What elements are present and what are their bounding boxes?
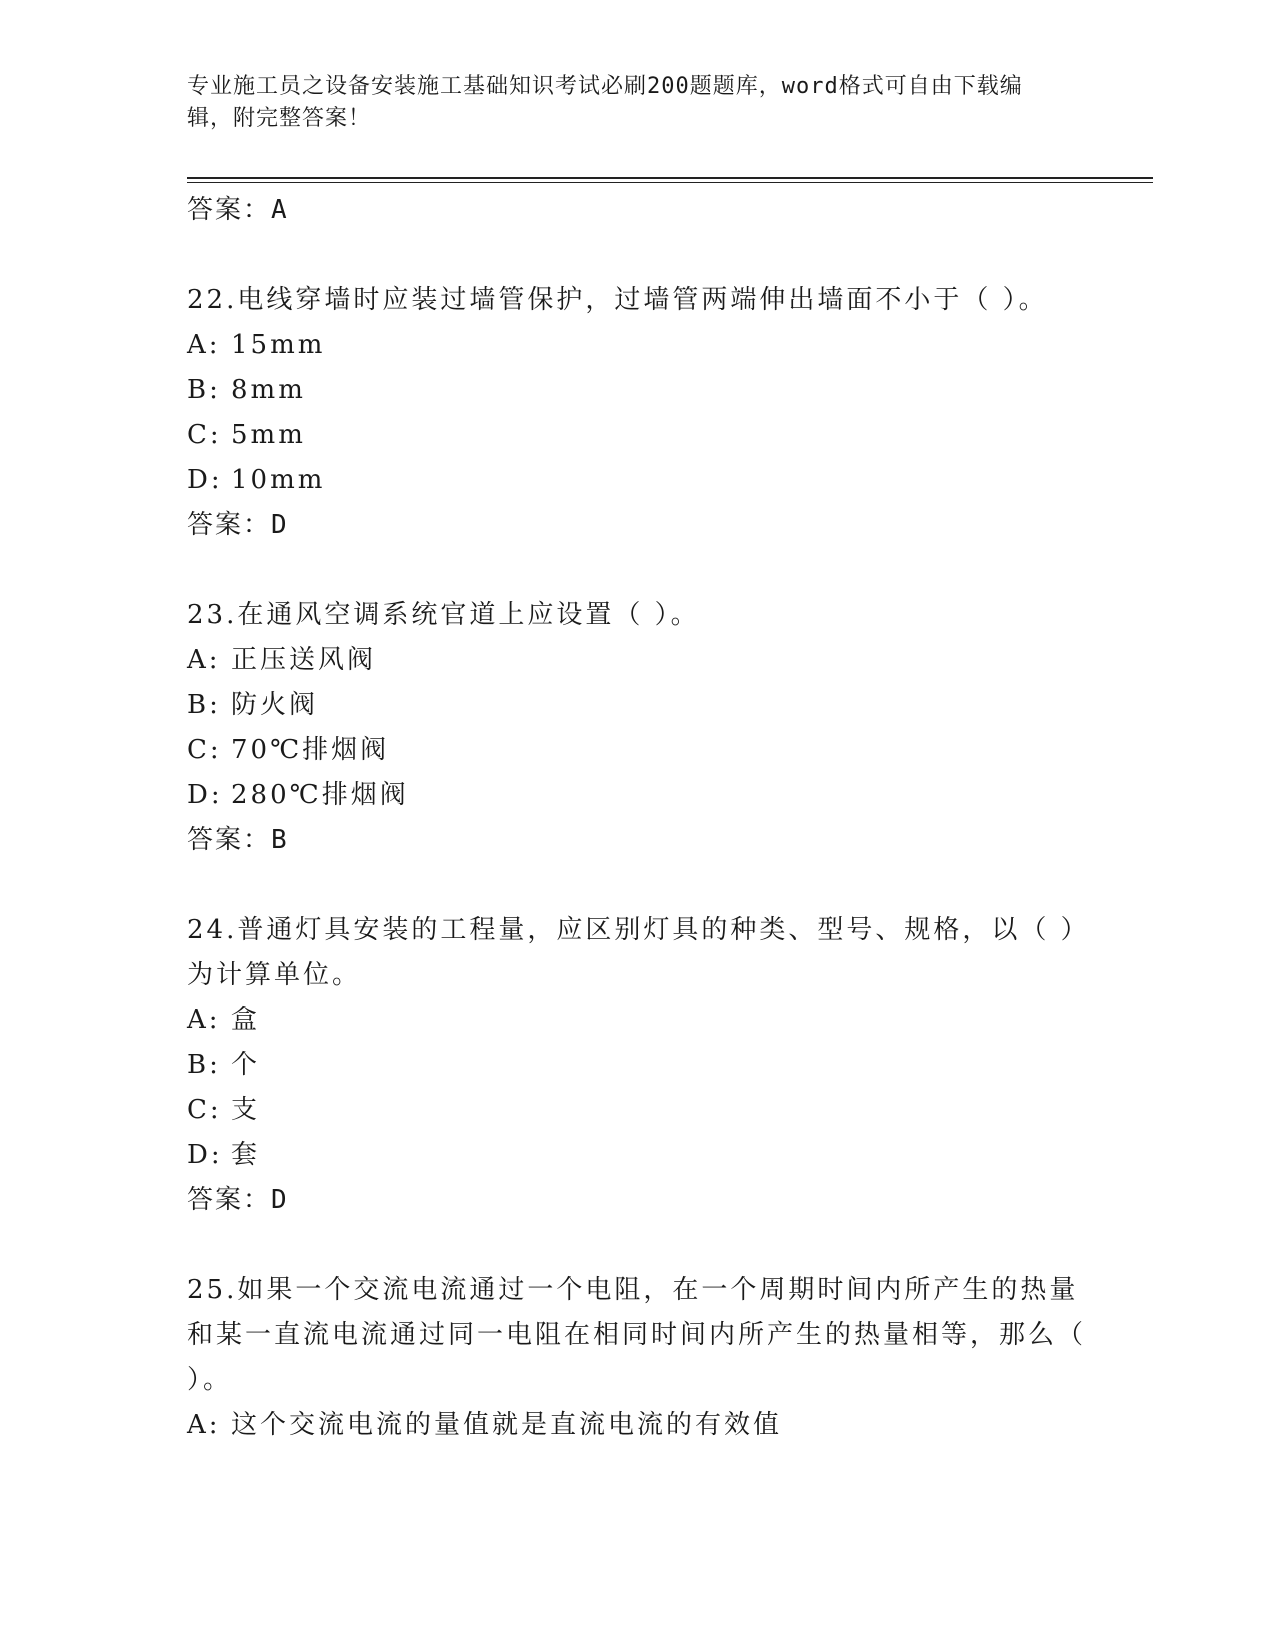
option-letter: C: [187, 735, 222, 765]
option-text: 防火阀 [231, 690, 319, 720]
option-letter: B: [187, 375, 221, 405]
answer-line [187, 503, 1087, 547]
question-text: 24.普通灯具安装的工程量，应区别灯具的种类、型号、规格，以（ ）为计算单位。 [187, 915, 1077, 990]
answer-value: D [271, 510, 289, 540]
question-text: 23.在通风空调系统官道上应设置（ ）。 [187, 600, 700, 630]
option-a [187, 998, 1087, 1043]
option-d [187, 458, 1087, 503]
option-text: 个 [231, 1050, 261, 1080]
option-d [187, 1133, 1087, 1178]
option-letter: C: [187, 1095, 222, 1125]
question-text: 25.如果一个交流电流通过一个电阻，在一个周期时间内所产生的热量和某一直流电流通过同一电阻在相同时间内所产生的热量相等，那么（ ）。 [187, 1275, 1087, 1395]
option-b [187, 1043, 1087, 1088]
answer-line [187, 1178, 1087, 1222]
question-text: 22.电线穿墙时应装过墙管保护，过墙管两端伸出墙面不小于（ ）。 [187, 285, 1048, 315]
option-text: 8mm [231, 375, 306, 405]
option-text: 280℃排烟阀 [231, 780, 409, 810]
header-divider [187, 177, 1153, 179]
option-text: 70℃排烟阀 [231, 735, 390, 765]
answer-value: D [271, 1185, 289, 1215]
header-divider-thin [187, 182, 1153, 183]
option-letter: C: [187, 420, 222, 450]
option-b [187, 683, 1087, 728]
option-c [187, 413, 1087, 458]
answer-line [187, 818, 1087, 862]
option-text: 10mm [231, 465, 326, 495]
option-letter: A: [187, 1005, 221, 1035]
option-letter: A: [187, 645, 221, 675]
option-a [187, 1403, 1087, 1448]
answer-value: B [271, 825, 289, 855]
option-letter: D: [187, 1140, 223, 1170]
option-text: 正压送风阀 [231, 645, 377, 675]
question-list [187, 188, 1087, 1448]
option-c [187, 728, 1087, 773]
option-a [187, 323, 1087, 368]
option-text: 这个交流电流的量值就是直流电流的有效值 [231, 1410, 783, 1440]
option-d [187, 773, 1087, 818]
option-letter: D: [187, 465, 223, 495]
option-letter: D: [187, 780, 223, 810]
option-letter: A: [187, 330, 221, 360]
option-text: 5mm [231, 420, 306, 450]
option-a [187, 638, 1087, 683]
option-letter: B: [187, 1050, 221, 1080]
option-b [187, 368, 1087, 413]
answer-label: 答案： [187, 825, 272, 855]
document-header [187, 71, 1067, 135]
option-text: 支 [231, 1095, 261, 1125]
option-letter: A: [187, 1410, 221, 1440]
option-text: 盒 [231, 1005, 261, 1035]
answer-label: 答案： [187, 195, 272, 225]
option-letter: B: [187, 690, 221, 720]
option-text: 套 [231, 1140, 261, 1170]
answer-value: A [271, 195, 289, 225]
answer-label: 答案： [187, 510, 272, 540]
answer-line [187, 188, 1087, 232]
option-text: 15mm [231, 330, 326, 360]
option-c [187, 1088, 1087, 1133]
header-title: 专业施工员之设备安装施工基础知识考试必刷200题题库，word格式可自由下载编辑，附完整答案！ [187, 74, 1023, 131]
answer-label: 答案： [187, 1185, 272, 1215]
